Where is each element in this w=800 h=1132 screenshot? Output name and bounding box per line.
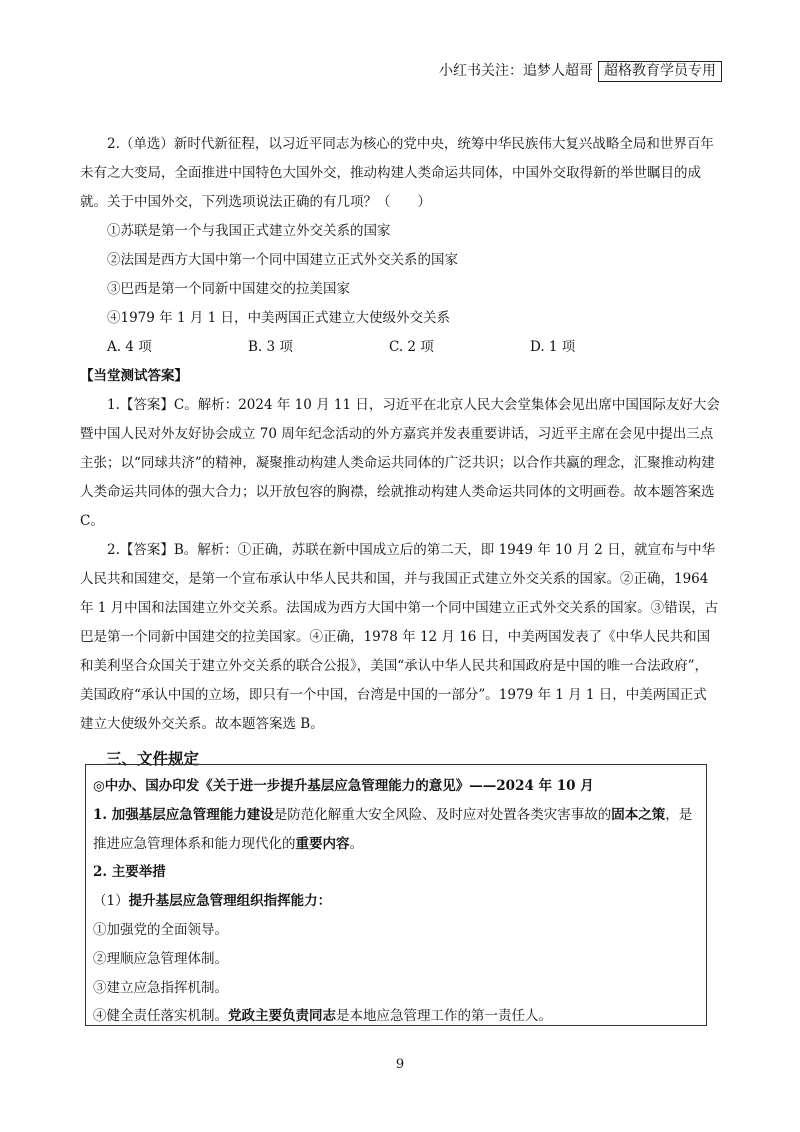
p3-prefix: （1） xyxy=(93,893,129,910)
item4-text-2: 是本地应急管理工作的第一责任人。 xyxy=(336,1008,552,1025)
policy-box xyxy=(85,764,707,1026)
page-header xyxy=(439,60,722,82)
option-d: D. 1 项 xyxy=(530,339,576,355)
box-item-3: ③建立应急指挥机制。 xyxy=(93,979,228,996)
box-title: ◎中办、国办印发《关于进一步提升基层应急管理能力的意见》——2024 年 10 月 xyxy=(93,778,594,794)
main-content xyxy=(80,130,720,775)
option-c: C. 2 项 xyxy=(389,339,434,355)
answers-heading: 【当堂测试答案】 xyxy=(80,368,188,384)
box-item-4 xyxy=(93,1002,699,1031)
p1-bold-1: 1. 加强基层应急管理能力建设 xyxy=(93,806,274,823)
box-paragraph-1 xyxy=(93,801,699,859)
answer-2: 2.【答案】B。解析：①正确，苏联在新中国成立后的第二天，即 1949 年 10 月 2 日，就宣布与中华人民共和国建交，是第一个宣布承认中华人民共和国，并与我国正式建立外交关系的国家。②正确，1964 年 1 月中国和法国建立外交关系。法国成为西方大国中第一个同中国建立正式外交关系的国家。③错误，古巴是第一个同新中国建交的拉美国家。④正确，1978 年 12 月 16 日，中美两国发表了《中华人民共和国和美利坚合众国关于建立外交关系的联合公报》，美国“承认中华人民共和国政府是中国的唯一合法政府”，美国政府“承认中国的立场，即只有一个中国，台湾是中国的一部分”。1979 年 1 月 1 日，中美两国正式建立大使级外交关系。故本题答案选 B。 xyxy=(80,542,719,732)
question-stem: 2.（单选）新时代新征程，以习近平同志为核心的党中央，统筹中华民族伟大复兴战略全局和世界百年未有之大变局，全面推进中国特色大国外交，推动构建人类命运共同体，中国外交取得新的举世瞩目的成就。关于中国外交，下列选项说法正确的有几项？（ ） xyxy=(80,136,714,210)
answer-options xyxy=(80,333,720,362)
answer-1: 1.【答案】C。解析：2024 年 10 月 11 日，习近平在北京人民大会堂集体会见出席中国国际友好大会暨中国人民对外友好协会成立 70 周年纪念活动的外方嘉宾并发表重要讲话，习近平主席在会见中提出三点主张；以“同球共济”的精神，凝聚推动构建人类命运共同体的广泛共识；以合作共赢的理念，汇聚推动构建人类命运共同体的强大合力；以开放包容的胸襟，绘就推动构建人类命运共同体的文明画卷。故本题答案选 C。 xyxy=(80,397,720,529)
p1-bold-2: 固本之策 xyxy=(611,806,666,823)
header-follow-text: 小红书关注：追梦人超哥 xyxy=(439,63,593,79)
statement-2: ②法国是西方大国中第一个同中国建立正式外交关系的国家 xyxy=(107,252,458,268)
section-title: 三、文件规定 xyxy=(106,749,200,768)
statement-3: ③巴西是第一个同新中国建交的拉美国家 xyxy=(107,281,350,297)
p1-text-3: 。 xyxy=(349,835,363,852)
item4-text-1: ④健全责任落实机制。 xyxy=(93,1008,228,1025)
p1-bold-3: 重要内容 xyxy=(295,835,350,852)
statement-1: ①苏联是第一个与我国正式建立外交关系的国家 xyxy=(107,223,391,239)
option-a: A. 4 项 xyxy=(107,339,152,355)
box-paragraph-3 xyxy=(93,887,699,916)
box-item-1: ①加强党的全面领导。 xyxy=(93,921,228,938)
p3-bold: 提升基层应急管理组织指挥能力： xyxy=(128,893,332,910)
option-b: B. 3 项 xyxy=(248,339,293,355)
page-number: 9 xyxy=(395,1057,405,1072)
box-item-2: ②理顺应急管理体制。 xyxy=(93,950,228,967)
item4-bold: 党政主要负责同志 xyxy=(228,1008,336,1025)
statement-4: ④1979 年 1 月 1 日，中美两国正式建立大使级外交关系 xyxy=(107,310,450,326)
box-paragraph-2: 2. 主要举措 xyxy=(93,864,166,881)
p1-text-1: 是防范化解重大安全风险、及时应对处置各类灾害事故的 xyxy=(273,806,612,823)
p1-text-2: ，是推进应急管理体系和能力现代化的 xyxy=(93,806,693,852)
header-badge: 超格教育学员专用 xyxy=(598,61,722,82)
